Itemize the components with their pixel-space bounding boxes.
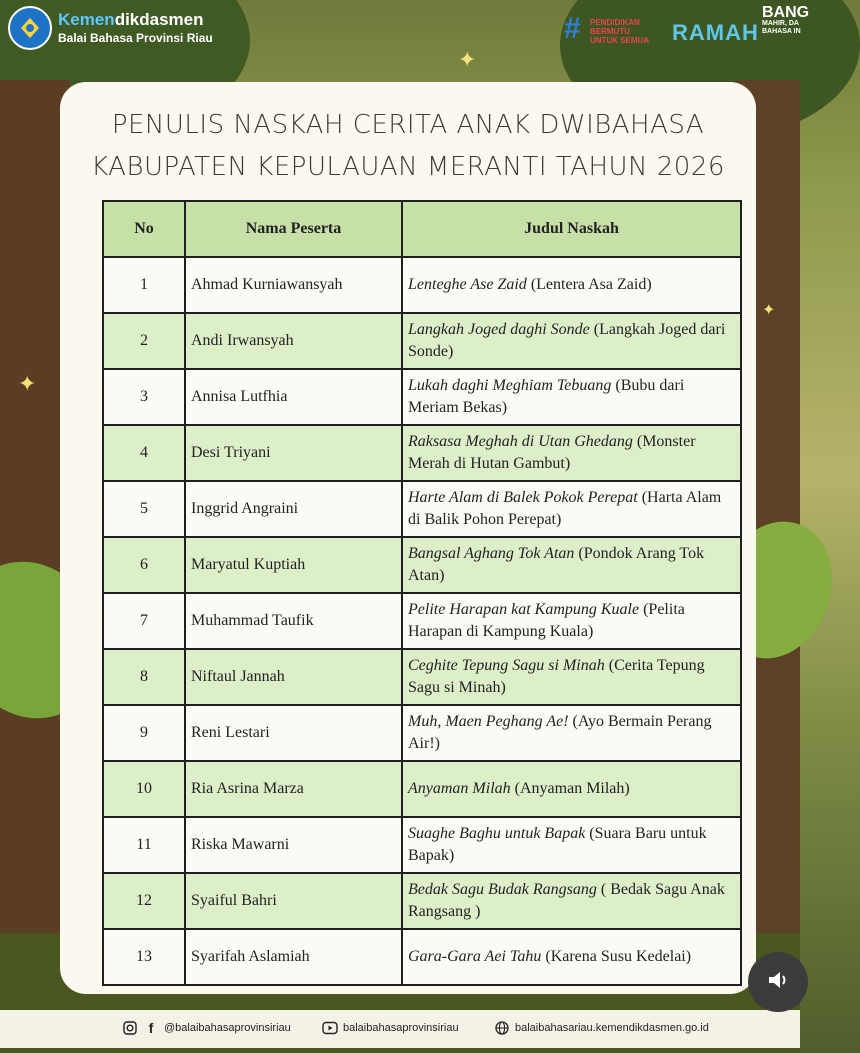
manuscript-title [402,537,741,593]
table-row [103,593,741,649]
brand-logo-block [8,6,213,50]
page-title: PENULIS NASKAH CERITA ANAK DWIBAHASA KABUPATEN KEPULAUAN MERANTI TAHUN 2026 [91,110,725,182]
title-indonesian: (Lentera Asa Zaid) [530,276,652,293]
title-local-language: Bangsal Aghang Tok Atan [408,545,575,562]
footer-social-instagram-facebook[interactable] [122,1020,291,1036]
brand-title: Kemendikdasmen [58,10,204,29]
header-no: No [103,201,185,257]
title-indonesian: (Harta Alam di Balik Pohon Perepat) [408,489,722,528]
table-row [103,817,741,873]
participant-name: Ahmad Kurniawansyah [185,257,402,313]
table-row [103,873,741,929]
kemendikdasmen-logo-icon [8,6,52,50]
row-number: 4 [103,425,185,481]
header-nama-peserta: Nama Peserta [185,201,402,257]
participant-name: Syarifah Aslamiah [185,929,402,985]
participant-name: Desi Triyani [185,425,402,481]
brand-subtitle: Balai Bahasa Provinsi Riau [58,31,213,45]
row-number: 3 [103,369,185,425]
instagram-icon [122,1020,138,1036]
manuscript-title [402,593,741,649]
table-row [103,705,741,761]
title-indonesian: (Monster Merah di Hutan Gambut) [408,433,696,472]
title-local-language: Gara-Gara Aei Tahu [408,948,542,965]
row-number: 2 [103,313,185,369]
row-number: 7 [103,593,185,649]
manuscript-title [402,817,741,873]
title-local-language: Langkah Joged daghi Sonde [408,321,590,338]
manuscript-title [402,649,741,705]
table-row [103,929,741,985]
row-number: 10 [103,761,185,817]
sparkle-icon: ✦ [458,48,477,73]
participants-table [102,200,742,986]
globe-icon [494,1020,510,1036]
manuscript-title [402,425,741,481]
footer-instagram-handle: @balaibahasaprovinsiriau [164,1022,291,1034]
youtube-icon [322,1020,338,1036]
participant-name: Annisa Lutfhia [185,369,402,425]
title-local-language: Muh, Maen Peghang Ae! [408,713,569,730]
title-local-language: Ceghite Tepung Sagu si Minah [408,657,605,674]
title-indonesian: (Anyaman Milah) [514,780,630,797]
participant-name: Andi Irwansyah [185,313,402,369]
title-local-language: Anyaman Milah [408,780,511,797]
title-local-language: Raksasa Meghah di Utan Ghedang [408,433,633,450]
sparkle-icon: ✦ [18,372,37,397]
manuscript-title [402,929,741,985]
title-indonesian: (Suara Baru untuk Bapak) [408,825,707,864]
hashtag-logo-icon: # [564,12,581,45]
table-row [103,257,741,313]
manuscript-title [402,761,741,817]
participant-name: Muhammad Taufik [185,593,402,649]
manuscript-title [402,257,741,313]
title-local-language: Lukah daghi Meghiam Tebuang [408,377,612,394]
manuscript-title [402,873,741,929]
title-local-language: Pelite Harapan kat Kampung Kuale [408,601,640,618]
footer-website-url: balaibahasariau.kemendikdasmen.go.id [515,1022,709,1034]
title-local-language: Suaghe Baghu untuk Bapak [408,825,586,842]
participant-name: Inggrid Angraini [185,481,402,537]
participant-name: Ria Asrina Marza [185,761,402,817]
table-row [103,537,741,593]
table-row [103,313,741,369]
row-number: 9 [103,705,185,761]
facebook-icon: f [148,1020,154,1036]
row-number: 13 [103,929,185,985]
title-local-language: Bedak Sagu Budak Rangsang [408,881,597,898]
footer-social-youtube[interactable] [322,1020,459,1036]
footer-social-website[interactable] [494,1020,709,1036]
row-number: 8 [103,649,185,705]
participant-name: Maryatul Kuptiah [185,537,402,593]
title-indonesian: (Karena Susu Kedelai) [545,948,692,965]
sound-toggle-button[interactable] [748,952,808,1012]
table-row [103,649,741,705]
row-number: 6 [103,537,185,593]
table-row [103,481,741,537]
row-number: 11 [103,817,185,873]
table-row [103,425,741,481]
header-judul-naskah: Judul Naskah [402,201,741,257]
participant-name: Syaiful Bahri [185,873,402,929]
ramah-logo: RAMAH [672,20,759,45]
title-indonesian: ( Bedak Sagu Anak Rangsang ) [408,881,725,920]
manuscript-title [402,313,741,369]
manuscript-title [402,705,741,761]
title-local-language: Lenteghe Ase Zaid [408,276,527,293]
sparkle-icon: ✦ [762,300,776,319]
participant-name: Reni Lestari [185,705,402,761]
manuscript-title [402,369,741,425]
title-indonesian: (Langkah Joged dari Sonde) [408,321,726,360]
participant-name: Riska Mawarni [185,817,402,873]
row-number: 12 [103,873,185,929]
footer-bar [0,1010,800,1048]
table-header-row [103,201,741,257]
title-indonesian: (Cerita Tepung Sagu si Minah) [408,657,705,696]
title-indonesian: (Bubu dari Meriam Bekas) [408,377,685,416]
speaker-icon [765,967,791,998]
title-local-language: Harte Alam di Balek Pokok Perepat [408,489,638,506]
table-row [103,369,741,425]
title-indonesian: (Pelita Harapan di Kampung Kuala) [408,601,685,640]
campaign-text: PENDIDIKAN BERMUTU UNTUK SEMUA [590,18,650,45]
title-indonesian: (Ayo Bermain Perang Air!) [408,713,712,752]
row-number: 1 [103,257,185,313]
title-indonesian: (Pondok Arang Tok Atan) [408,545,705,584]
bangga-logo: BANG MAHIR, DA BAHASA IN [762,4,810,35]
content-card [60,82,756,994]
table-row [103,761,741,817]
manuscript-title [402,481,741,537]
participant-name: Niftaul Jannah [185,649,402,705]
row-number: 5 [103,481,185,537]
footer-youtube-handle: balaibahasaprovinsiriau [343,1022,459,1034]
